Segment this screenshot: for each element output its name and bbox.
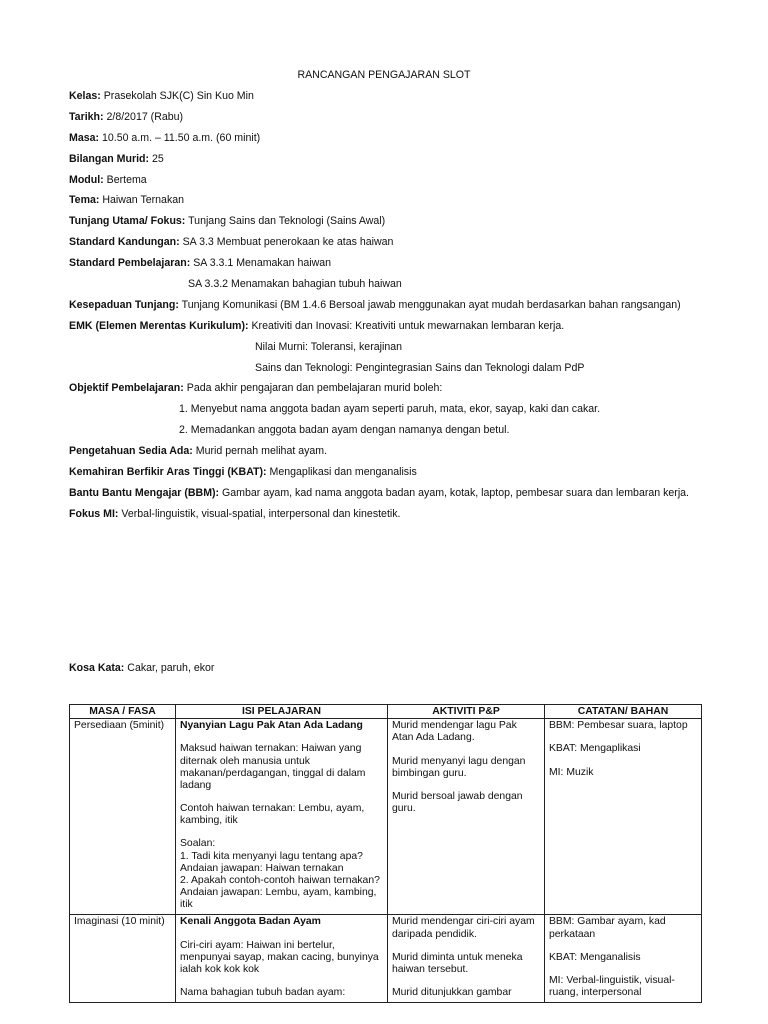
header-masa-fasa: MASA / FASA — [70, 705, 176, 719]
document-title: RANCANGAN PENGAJARAN SLOT — [297, 69, 471, 81]
field-label: Kelas: — [69, 90, 101, 102]
field-label: EMK (Elemen Merentas Kurikulum): — [69, 319, 249, 332]
field-value: SA 3.3.1 Menamakan haiwan — [190, 257, 332, 270]
table-header-row — [70, 705, 702, 719]
field-label: Tarikh: — [69, 110, 104, 123]
catatan-item: MI: Verbal-linguistik, visual-ruang, interpersonal — [549, 974, 675, 999]
table-row — [70, 915, 702, 1003]
field-value: Sains dan Teknologi: Pengintegrasian Sains dan Teknologi dalam PdP — [255, 361, 585, 374]
field-emk — [69, 320, 729, 341]
field-standard-pembelajaran-2 — [69, 278, 729, 299]
field-value: SA 3.3.2 Menamakan bahagian tubuh haiwan — [188, 278, 402, 291]
field-value: Mengaplikasi dan menganalisis — [266, 466, 417, 479]
field-value: Tunjang Komunikasi (BM 1.4.6 Bersoal jawab menggunakan ayat mudah berdasarkan bahan rangsangan) — [178, 298, 681, 311]
aktiviti-item: Murid ditunjukkan gambar — [392, 987, 512, 999]
field-label: Standard Pembelajaran: — [69, 257, 191, 270]
field-label: Fokus MI: — [69, 507, 119, 520]
header-isi-pelajaran: ISI PELAJARAN — [176, 705, 388, 719]
cell-catatan — [545, 719, 702, 915]
field-pengetahuan-sedia-ada — [69, 445, 729, 466]
field-value: Kreativiti dan Inovasi: Kreativiti untuk mewarnakan lembaran kerja. — [248, 319, 565, 332]
field-standard-kandungan — [69, 236, 729, 257]
field-masa — [69, 132, 729, 153]
field-value: 1. Menyebut nama anggota badan ayam seperti paruh, mata, ekor, sayap, kaki dan cakar. — [179, 403, 601, 416]
field-label: Kemahiran Berfikir Aras Tinggi (KBAT): — [69, 466, 267, 479]
catatan-item: KBAT: Menganalisis — [549, 951, 641, 963]
field-label: Masa: — [69, 131, 100, 144]
isi-paragraph: Maksud haiwan ternakan: Haiwan yang diternak oleh manusia untuk makanan/perdagangan, tinggal di dalam ladang — [180, 743, 366, 791]
aktiviti-item: Murid menyanyi lagu dengan bimbingan guru. — [392, 755, 526, 779]
field-value: Tunjang Sains dan Teknologi (Sains Awal) — [185, 215, 386, 228]
field-objektif — [69, 382, 729, 403]
field-value: 10.50 a.m. – 11.50 a.m. (60 minit) — [99, 131, 261, 144]
lesson-fields — [69, 90, 729, 529]
field-objektif-2 — [69, 424, 729, 445]
table-row — [70, 719, 702, 915]
field-value: Verbal-linguistik, visual-spatial, interpersonal dan kinestetik. — [118, 507, 401, 520]
field-objektif-1 — [69, 403, 729, 424]
field-label: Pengetahuan Sedia Ada: — [69, 445, 193, 458]
field-tunjang-utama — [69, 215, 729, 236]
field-bbm — [69, 487, 729, 508]
cell-masa: Imaginasi (10 minit) — [70, 915, 176, 1003]
field-value: Haiwan Ternakan — [99, 194, 185, 207]
field-kosa-kata — [69, 662, 214, 675]
field-value: Nilai Murni: Toleransi, kerajinan — [255, 340, 403, 353]
field-tema — [69, 194, 729, 215]
header-catatan-bahan: CATATAN/ BAHAN — [545, 705, 702, 719]
field-label: Kesepaduan Tunjang: — [69, 298, 179, 311]
cell-aktiviti — [388, 915, 545, 1003]
field-tarikh — [69, 111, 729, 132]
field-bilangan-murid — [69, 153, 729, 174]
field-fokus-mi — [69, 508, 729, 529]
field-label: Bilangan Murid: — [69, 152, 150, 165]
field-label: Standard Kandungan: — [69, 236, 180, 249]
field-standard-pembelajaran — [69, 257, 729, 278]
isi-heading: Nyanyian Lagu Pak Atan Ada Ladang — [180, 720, 363, 732]
field-value: SA 3.3 Membuat penerokaan ke atas haiwan — [179, 236, 394, 249]
field-label: Objektif Pembelajaran: — [69, 382, 184, 395]
aktiviti-item: Murid mendengar lagu Pak Atan Ada Ladang. — [392, 720, 517, 744]
field-value: Murid pernah melihat ayam. — [192, 445, 328, 458]
field-label: Bantu Bantu Mengajar (BBM): — [69, 486, 220, 499]
cell-isi — [176, 915, 388, 1003]
field-value: Prasekolah SJK(C) Sin Kuo Min — [100, 90, 254, 102]
field-label: Kosa Kata: — [69, 662, 125, 674]
catatan-item: KBAT: Mengaplikasi — [549, 743, 641, 755]
aktiviti-item: Murid mendengar ciri-ciri ayam daripada pendidik. — [392, 916, 535, 940]
isi-paragraph: Contoh haiwan ternakan: Lembu, ayam, kambing, itik — [180, 803, 365, 827]
catatan-item: MI: Muzik — [549, 766, 594, 778]
field-kesepaduan-tunjang — [69, 299, 729, 320]
isi-heading: Kenali Anggota Badan Ayam — [180, 916, 321, 928]
isi-paragraph: Ciri-ciri ayam: Haiwan ini bertelur, menpunyai sayap, makan cacing, bunyinya ialah kok kok kok — [180, 939, 379, 975]
field-value: Pada akhir pengajaran dan pembelajaran murid boleh: — [183, 382, 443, 395]
isi-soalan: Soalan: 1. Tadi kita menyanyi lagu tentang apa? Andaian jawapan: Haiwan ternakan 2. Apakah contoh-contoh haiwan ternakan? Andaian jawapan: Lembu, ayam, kambing, itik — [180, 838, 380, 911]
cell-catatan — [545, 915, 702, 1003]
cell-masa: Persediaan (5minit) — [70, 719, 176, 915]
field-value: Gambar ayam, kad nama anggota badan ayam, kotak, laptop, pembesar suara dan lembaran kerja. — [219, 486, 690, 499]
field-value: 2/8/2017 (Rabu) — [103, 110, 184, 123]
field-value: Bertema — [103, 173, 147, 186]
cell-aktiviti — [388, 719, 545, 915]
field-value: Cakar, paruh, ekor — [124, 662, 215, 674]
isi-paragraph: Nama bahagian tubuh badan ayam: — [180, 987, 346, 999]
field-kbat — [69, 466, 729, 487]
field-emk-nilai-murni — [69, 341, 729, 362]
catatan-item: BBM: Pembesar suara, laptop — [549, 720, 688, 732]
field-label: Modul: — [69, 173, 104, 186]
catatan-item: BBM: Gambar ayam, kad perkataan — [549, 916, 666, 940]
aktiviti-item: Murid bersoal jawab dengan guru. — [392, 790, 523, 815]
field-kelas — [69, 90, 729, 111]
field-value: 2. Memadankan anggota badan ayam dengan namanya dengan betul. — [179, 424, 510, 437]
field-label: Tunjang Utama/ Fokus: — [69, 215, 186, 228]
lesson-plan-table — [69, 704, 702, 1003]
header-aktiviti: AKTIVITI P&P — [388, 705, 545, 719]
field-value: 25 — [149, 152, 164, 165]
aktiviti-item: Murid diminta untuk meneka haiwan tersebut. — [392, 951, 523, 975]
field-label: Tema: — [69, 194, 100, 207]
field-modul — [69, 174, 729, 195]
field-emk-sains-teknologi — [69, 362, 729, 383]
cell-isi — [176, 719, 388, 915]
